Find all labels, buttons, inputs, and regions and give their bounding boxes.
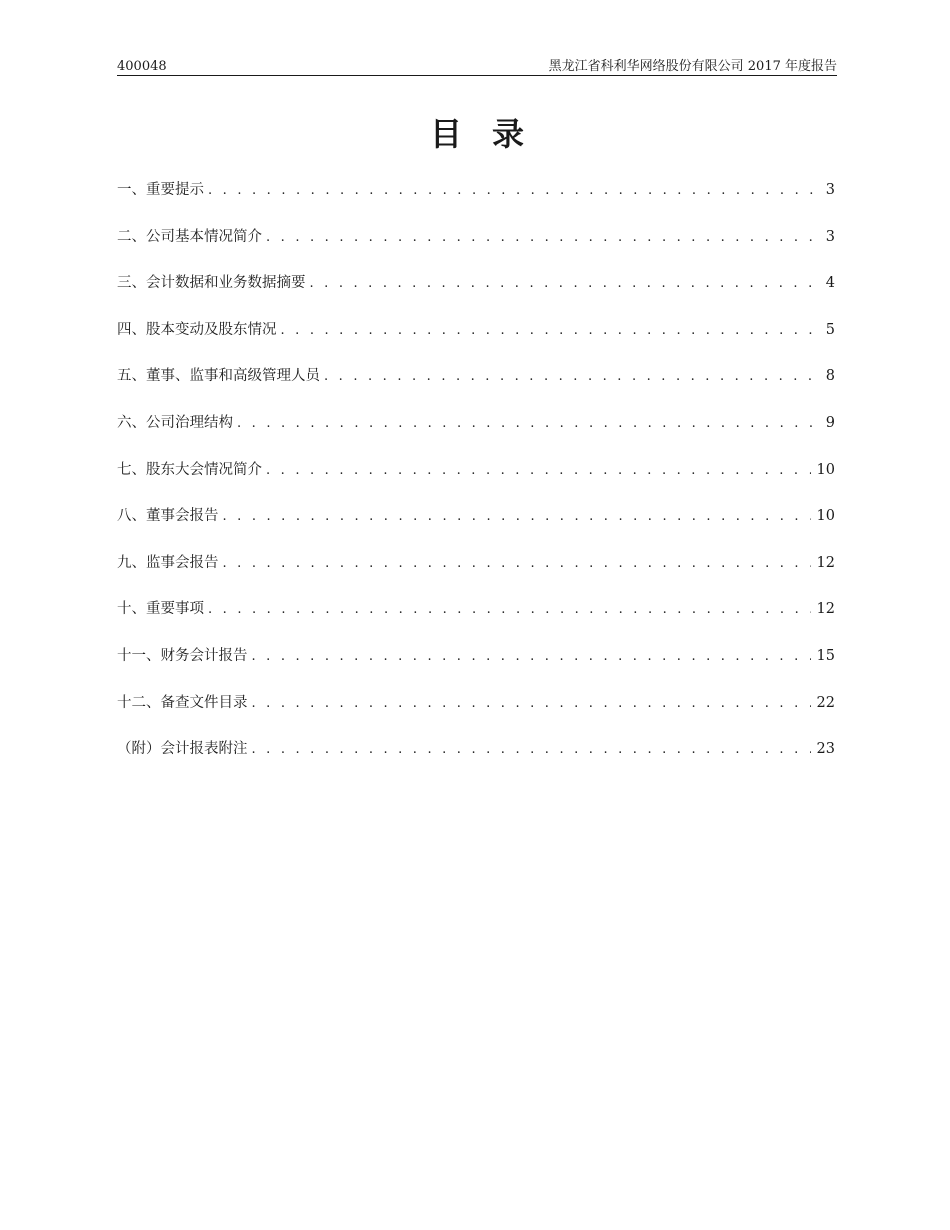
toc-dot-leader (208, 177, 817, 205)
toc-entry-page: 10 (816, 508, 835, 525)
toc-entry-label: 四、股本变动及股东情况 (117, 321, 277, 338)
toc-entry[interactable] (117, 176, 835, 223)
toc-entry[interactable] (117, 595, 835, 642)
toc-entry[interactable] (117, 689, 835, 736)
toc-entry-page: 9 (825, 414, 835, 431)
toc-dot-leader (266, 224, 817, 252)
toc-entry-page: 3 (825, 182, 835, 198)
toc-entry-label: 九、监事会报告 (117, 554, 219, 571)
toc-entry-page: 12 (816, 601, 835, 618)
header-divider (117, 75, 837, 76)
toc-entry-page: 8 (825, 368, 835, 385)
toc-entry-label: 八、董事会报告 (117, 508, 219, 525)
toc-entry-label: 五、董事、监事和高级管理人员 (117, 368, 320, 385)
toc-entry-label: 十、重要事项 (117, 601, 204, 618)
toc-entry[interactable] (117, 269, 835, 316)
table-of-contents (117, 176, 835, 782)
toc-dot-leader (281, 317, 818, 345)
toc-entry-label: 六、公司治理结构 (117, 414, 233, 431)
toc-dot-leader (223, 550, 811, 578)
toc-entry[interactable] (117, 316, 835, 363)
toc-entry[interactable] (117, 502, 835, 549)
toc-entry[interactable] (117, 409, 835, 456)
toc-entry-page: 3 (825, 228, 835, 245)
toc-entry-label: 十一、财务会计报告 (117, 647, 248, 664)
report-title: 黑龙江省科利华网络股份有限公司 2017 年度报告 (548, 59, 837, 74)
toc-entry[interactable] (117, 735, 835, 782)
toc-dot-leader (252, 643, 811, 671)
toc-dot-leader (252, 736, 811, 764)
toc-entry-page: 10 (816, 461, 835, 478)
toc-entry[interactable] (117, 456, 835, 503)
toc-entry[interactable] (117, 362, 835, 409)
toc-entry-label: 三、会计数据和业务数据摘要 (117, 275, 306, 292)
toc-entry-page: 5 (825, 321, 835, 338)
page-header (117, 55, 837, 75)
toc-entry-label: 一、重要提示 (117, 182, 204, 198)
toc-dot-leader (252, 690, 811, 718)
toc-dot-leader (266, 457, 811, 485)
page-title: 目录 (429, 115, 554, 153)
toc-dot-leader (237, 410, 817, 438)
toc-entry[interactable] (117, 223, 835, 270)
toc-entry-page: 12 (816, 554, 835, 571)
toc-entry-page: 15 (816, 647, 835, 664)
toc-entry-label: 十二、备查文件目录 (117, 694, 248, 711)
toc-entry-page: 4 (825, 275, 835, 292)
toc-entry-page: 22 (816, 694, 835, 711)
toc-entry[interactable] (117, 549, 835, 596)
toc-entry-label: 七、股东大会情况简介 (117, 461, 262, 478)
toc-dot-leader (324, 363, 817, 391)
toc-dot-leader (223, 503, 811, 531)
toc-dot-leader (310, 270, 818, 298)
toc-entry-label: （附）会计报表附注 (117, 741, 248, 758)
toc-entry-page: 23 (816, 741, 835, 758)
toc-entry-label: 二、公司基本情况简介 (117, 228, 262, 245)
stock-code: 400048 (117, 59, 167, 74)
toc-dot-leader (208, 596, 811, 624)
toc-entry[interactable] (117, 642, 835, 689)
